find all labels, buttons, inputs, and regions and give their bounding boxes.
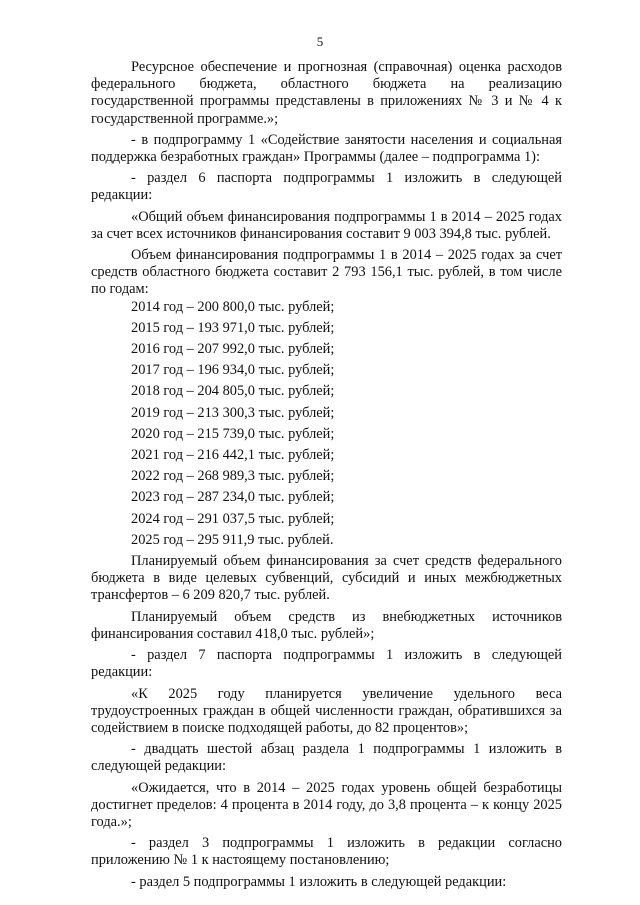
list-item: 2014 год – 200 800,0 тыс. рублей; [131, 298, 335, 315]
paragraph: - двадцать шестой абзац раздела 1 подпрограммы 1 изложить в следующей редакции: [91, 741, 562, 775]
list-item: 2017 год – 196 934,0 тыс. рублей; [131, 362, 335, 379]
list-item: 2022 год – 268 989,3 тыс. рублей; [131, 468, 335, 485]
paragraph: - раздел 7 паспорта подпрограммы 1 изложить в следующей редакции: [91, 647, 562, 681]
funding-by-year-list [91, 299, 562, 549]
paragraph: «К 2025 году планируется увеличение удельного веса трудоустроенных граждан в общей численности граждан, обратившихся за содействием в поиске подходящей работы, до 82 процентов»; [91, 685, 562, 736]
paragraph: - раздел 5 подпрограммы 1 изложить в следующей редакции: [131, 873, 507, 890]
paragraph: Планируемый объем финансирования за счет средств федерального бюджета в виде целевых субвенций, субсидий и иных межбюджетных трансфертов – 6 209 820,7 тыс. рублей. [91, 553, 562, 604]
list-item: 2015 год – 193 971,0 тыс. рублей; [131, 319, 335, 336]
paragraph: - раздел 6 паспорта подпрограммы 1 изложить в следующей редакции: [91, 170, 562, 204]
paragraph: Объем финансирования подпрограммы 1 в 2014 – 2025 годах за счет средств областного бюджета составит 2 793 156,1 тыс. рублей, в том числе по годам: [91, 247, 562, 298]
list-item: 2025 год – 295 911,9 тыс. рублей. [131, 531, 334, 548]
paragraph: Планируемый объем средств из внебюджетных источников финансирования составил 418,0 тыс. рублей»; [91, 608, 562, 642]
list-item: 2023 год – 287 234,0 тыс. рублей; [131, 489, 335, 506]
paragraph: - в подпрограмму 1 «Содействие занятости населения и социальная поддержка безработных граждан» Программы (далее – подпрограмма 1): [91, 131, 562, 166]
document-body [91, 59, 562, 891]
list-item: 2021 год – 216 442,1 тыс. рублей; [131, 447, 335, 464]
paragraph: «Общий объем финансирования подпрограммы 1 в 2014 – 2025 годах за счет всех источников финансирования составит 9 003 394,8 тыс. рублей. [91, 208, 562, 242]
paragraph: - раздел 3 подпрограммы 1 изложить в редакции согласно приложению № 1 к настоящему постановлению; [91, 835, 562, 869]
list-item: 2019 год – 213 300,3 тыс. рублей; [131, 404, 335, 421]
paragraph: «Ожидается, что в 2014 – 2025 годах уровень общей безработицы достигнет пределов: 4 процента в 2014 году, до 3,8 процента – к концу 2025 года.»; [91, 779, 562, 830]
list-item: 2016 год – 207 992,0 тыс. рублей; [131, 341, 335, 358]
list-item: 2020 год – 215 739,0 тыс. рублей; [131, 425, 335, 442]
list-item: 2018 год – 204 805,0 тыс. рублей; [131, 383, 335, 400]
page-number: 5 [316, 34, 324, 49]
list-item: 2024 год – 291 037,5 тыс. рублей; [131, 510, 335, 527]
paragraph: Ресурсное обеспечение и прогнозная (справочная) оценка расходов федерального бюджета, областного бюджета на реализацию государственной программы представлены в приложениях № 3 и № 4 к государственной программе.»; [91, 59, 562, 127]
